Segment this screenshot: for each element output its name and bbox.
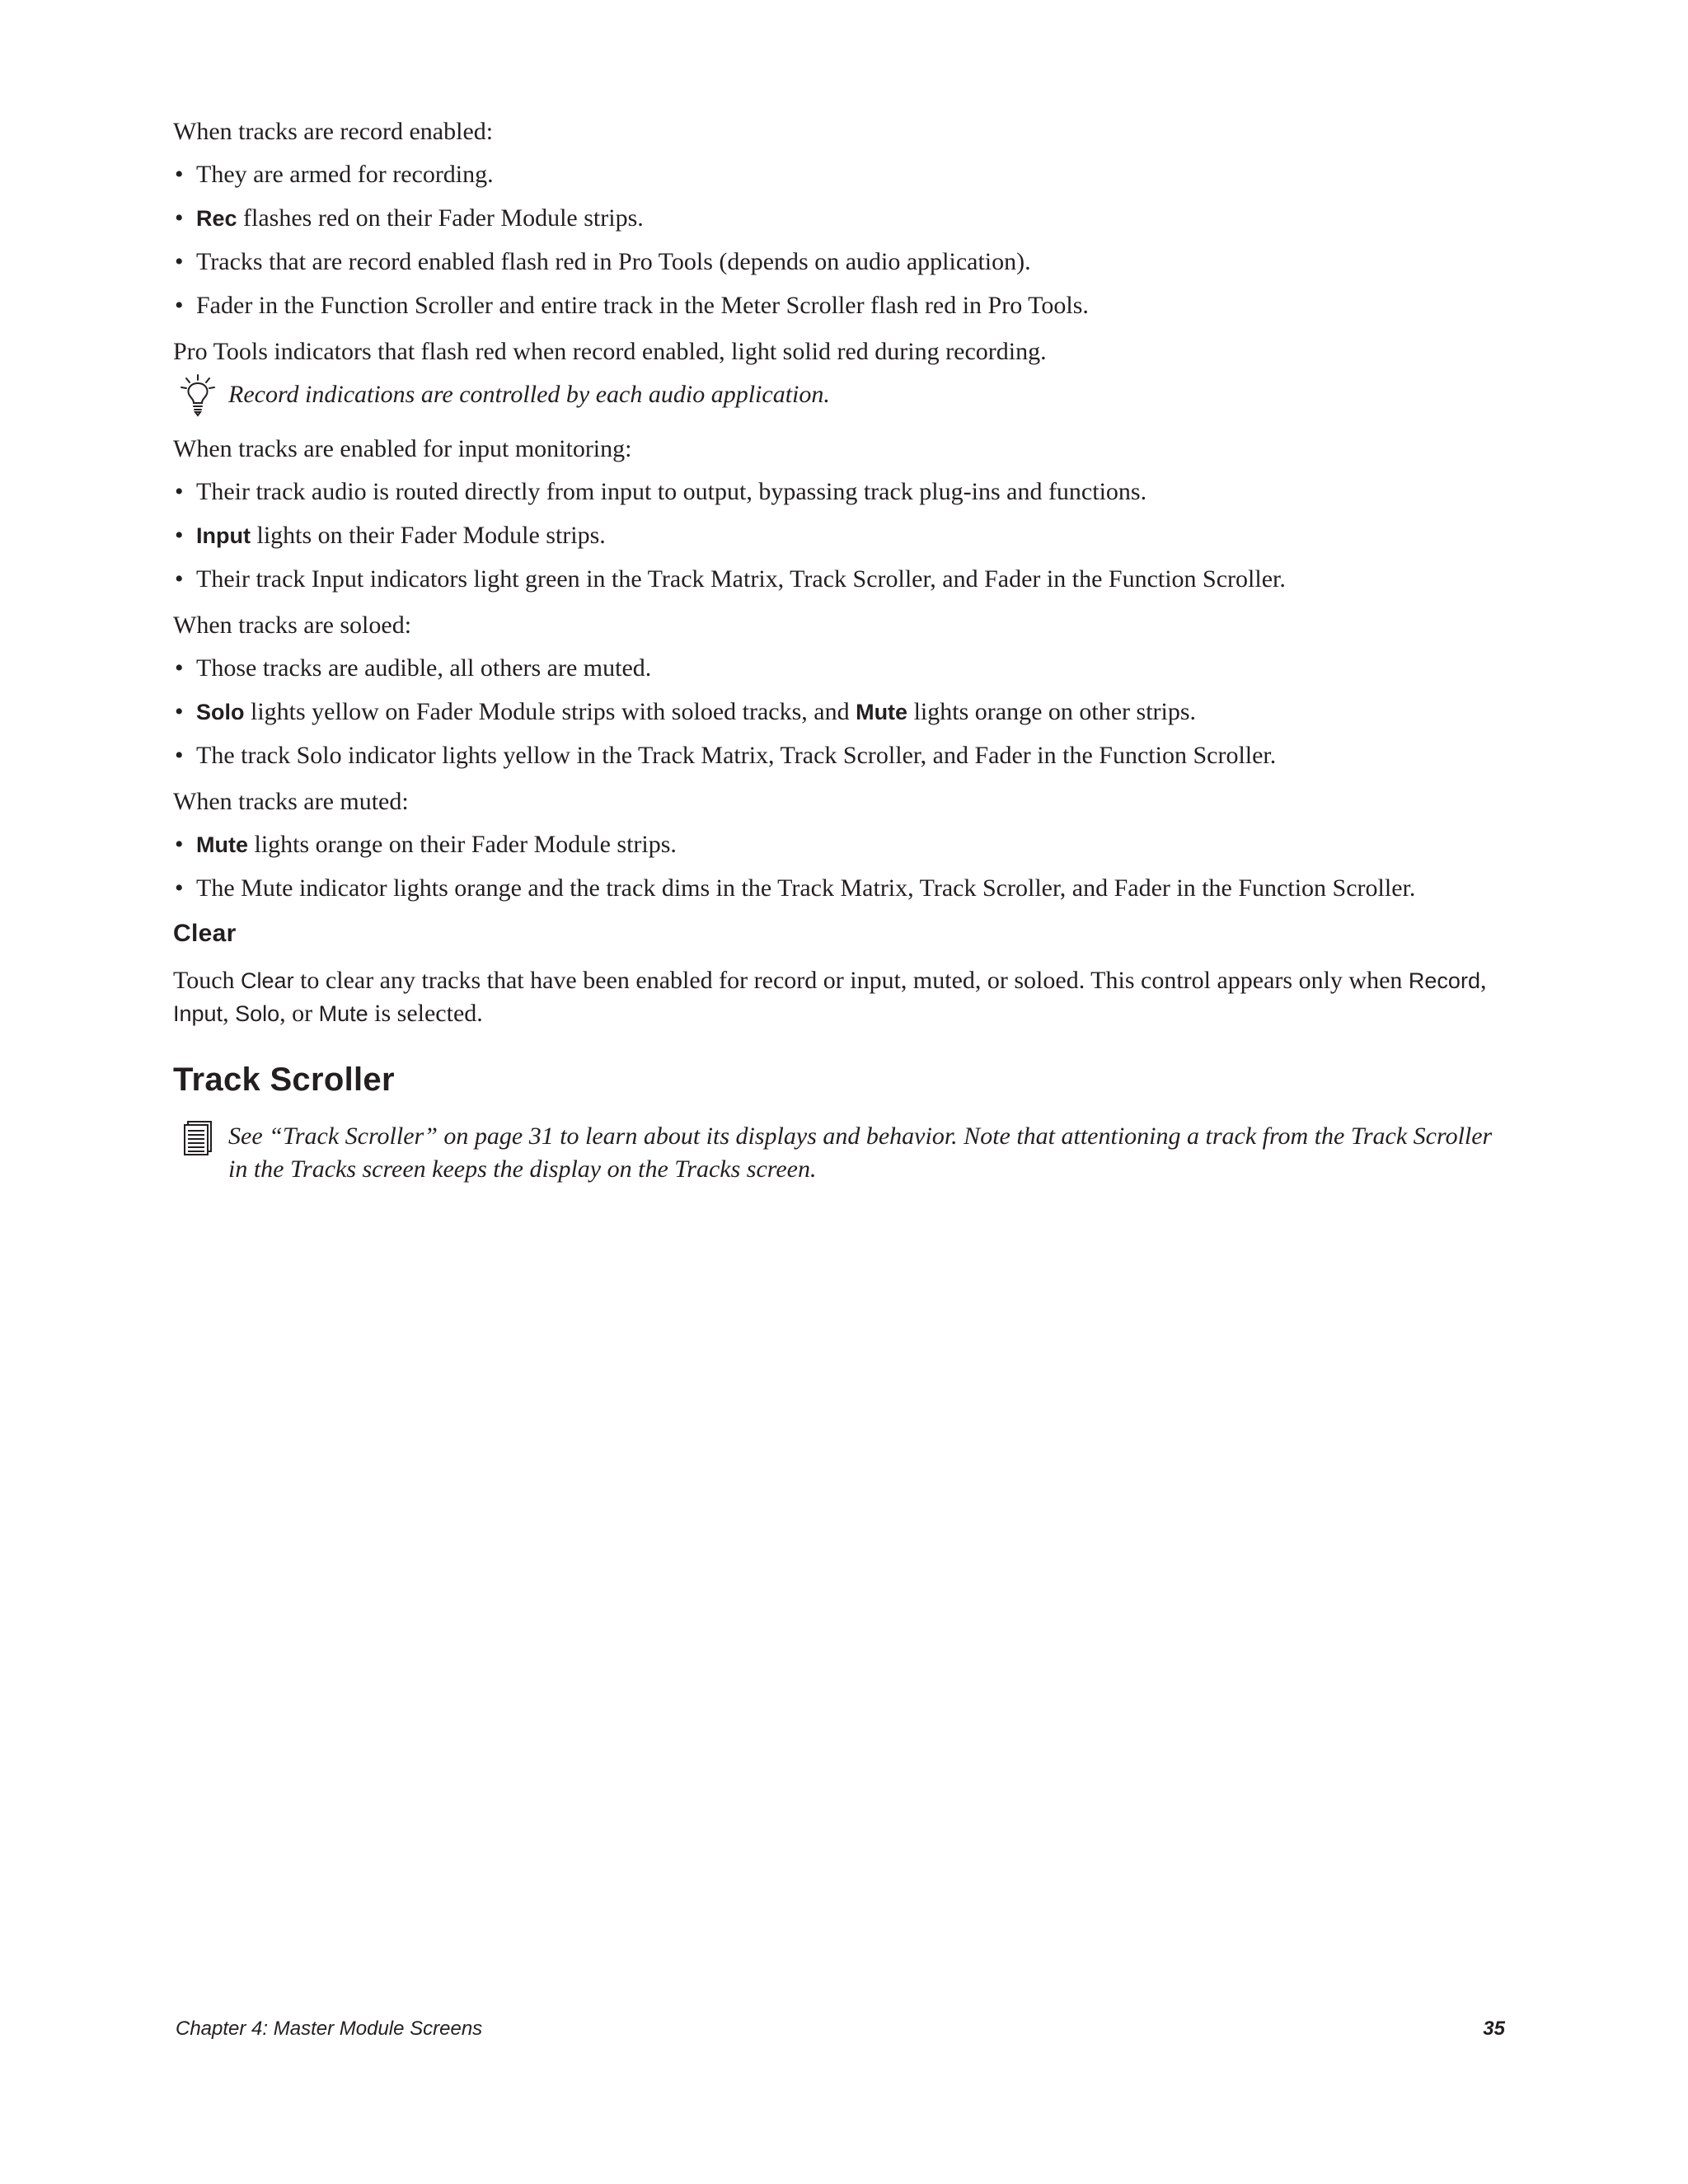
list-item-text: flashes red on their Fader Module strips. [237,204,644,232]
input-intro: When tracks are enabled for input monitoring: [173,435,632,462]
list-item [173,519,1512,552]
footer-chapter: Chapter 4: Master Module Screens [176,2018,483,2040]
document-icon [180,1115,216,1160]
mute-keyword: Mute [318,1001,368,1026]
solo-intro: When tracks are soloed: [173,612,412,639]
input-keyword: Input [173,1001,223,1026]
page-content [173,115,1512,1207]
list-item: • The track Solo indicator lights yellow in the Track Matrix, Track Scroller, and Fader in the Function Scroller. [173,739,1512,772]
tip-text: Record indications are controlled by each audio application. [228,381,830,408]
record-intro: When tracks are record enabled: [173,118,494,145]
list-item-text: lights orange on other strips. [907,698,1197,725]
text: , or [279,1000,319,1027]
record-after: Pro Tools indicators that flash red when record enabled, light solid red during recording. [173,338,1047,365]
list-item: • Fader in the Function Scroller and entire track in the Meter Scroller flash red in Pro Tools. [173,289,1512,322]
list-item [173,696,1512,729]
track-scroller-heading: Track Scroller [173,1062,395,1098]
list-item-text: lights yellow on Fader Module strips with soloed tracks, and [244,698,856,725]
list-item: • Tracks that are record enabled flash red in Pro Tools (depends on audio application). [173,246,1512,279]
input-keyword: Input [196,523,251,548]
rec-keyword: Rec [196,206,237,231]
text: is selected. [368,1000,483,1027]
mute-keyword: Mute [856,700,908,724]
clear-heading: Clear [173,920,237,947]
text: , [223,1000,236,1027]
solo-keyword: Solo [235,1001,280,1026]
solo-keyword: Solo [196,700,245,724]
list-item-text: lights on their Fader Module strips. [250,522,606,549]
reference-note [173,1120,1512,1186]
page-number: 35 [1483,2018,1505,2040]
list-item: • Their track audio is routed directly from input to output, bypassing track plug-ins and functions. [173,476,1512,509]
list-item: • Those tracks are audible, all others are muted. [173,652,1512,685]
text: to clear any tracks that have been enabled for record or input, muted, or soloed. This control appears only when [293,967,1409,994]
mute-bullets [173,828,1512,905]
mute-keyword: Mute [196,832,248,857]
list-item: • Their track Input indicators light green in the Track Matrix, Track Scroller, and Fader in the Function Scroller. [173,563,1512,596]
text: , [1479,967,1487,994]
mute-intro: When tracks are muted: [173,788,409,815]
clear-paragraph [173,964,1512,1030]
record-keyword: Record [1408,968,1480,993]
input-bullets [173,476,1512,596]
text: Touch [173,967,241,994]
clear-keyword: Clear [241,968,294,993]
lightbulb-icon [180,373,216,418]
list-item-text: lights orange on their Fader Module strips. [248,831,677,858]
list-item: • They are armed for recording. [173,158,1512,191]
record-bullets [173,158,1512,322]
list-item [173,202,1512,235]
list-item [173,828,1512,861]
list-item: • The Mute indicator lights orange and the track dims in the Track Matrix, Track Scroller, and Fader in the Function Scroller. [173,872,1512,905]
tip-note [173,378,1512,411]
reference-note-text: See “Track Scroller” on page 31 to learn about its displays and behavior. Note that attentioning a track from the Track Scroller in the Tracks screen keeps the display on the Tracks screen. [228,1122,1493,1183]
solo-bullets [173,652,1512,772]
